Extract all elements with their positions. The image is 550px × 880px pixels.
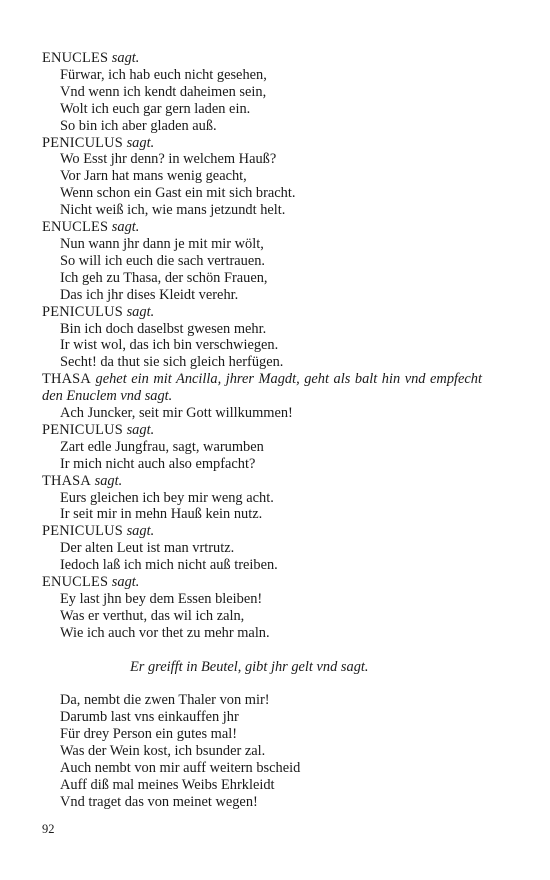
verse-line: Was der Wein kost, ich bsunder zal. <box>60 743 266 760</box>
centered-stage-direction: Er greifft in Beutel, gibt jhr gelt vnd sagt. <box>130 658 369 675</box>
page-number: 92 <box>42 822 55 836</box>
speaker-line <box>42 219 482 236</box>
verse-line: Ey last jhn bey dem Essen bleiben! <box>60 591 263 607</box>
verse-line: Iedoch laß ich mich nicht auß treiben. <box>60 557 278 574</box>
verse-line: Eurs gleichen ich bey mir weng acht. <box>60 489 274 506</box>
verse-line: Da, nembt die zwen Thaler von mir! <box>60 692 270 709</box>
verse-line: So bin ich aber gladen auß. <box>60 117 217 134</box>
speaker-name: PENICULUS <box>42 421 123 438</box>
verse-line: Zart edle Jungfrau, sagt, warumben <box>60 438 264 455</box>
verse-line: Bin ich doch daselbst gwesen mehr. <box>60 320 267 337</box>
speaker-line <box>42 523 482 540</box>
speaker-name: ENUCLES <box>42 50 109 66</box>
verse-line: Nun wann jhr dann je mit mir wölt, <box>60 235 264 252</box>
stage-direction: sagt. <box>111 219 140 236</box>
verse-line: Vnd traget das von meinet wegen! <box>60 793 258 810</box>
speaker-name: ENUCLES <box>42 219 109 236</box>
stage-direction: sagt. <box>111 574 140 591</box>
verse-line: Vnd wenn ich kendt daheimen sein, <box>60 83 267 100</box>
stage-direction: sagt. <box>111 50 140 66</box>
speaker-line <box>42 574 482 591</box>
speaker-line <box>42 371 482 405</box>
spacer <box>42 642 482 659</box>
verse-line: Fürwar, ich hab euch nicht gesehen, <box>60 66 267 83</box>
speaker-name: PENICULUS <box>42 523 123 540</box>
speaker-name: ENUCLES <box>42 574 109 591</box>
verse-line: Wenn schon ein Gast ein mit sich bracht. <box>60 185 296 202</box>
stage-direction: gehet ein mit Ancilla, jhrer Magdt, geht als balt hin vnd empfecht den Enuclem vnd sagt. <box>42 371 482 405</box>
speaker-line <box>42 304 482 321</box>
verse-line: Secht! da thut sie sich gleich herfügen. <box>60 354 284 371</box>
verse-line: Vor Jarn hat mans wenig geacht, <box>60 168 247 185</box>
verse-line: Was er verthut, das wil ich zaln, <box>60 607 245 624</box>
verse-line: Ich geh zu Thasa, der schön Frauen, <box>60 269 268 286</box>
verse-line: Darumb last vns einkauffen jhr <box>60 709 239 726</box>
speaker-name: PENICULUS <box>42 134 123 151</box>
verse-line: Wie ich auch vor thet zu mehr maln. <box>60 624 270 641</box>
verse-line: Ir wist wol, das ich bin verschwiegen. <box>60 337 279 354</box>
stage-direction: sagt. <box>94 472 123 489</box>
verse-line: Ir seit mir in mehn Hauß kein nutz. <box>60 506 263 523</box>
verse-line: Der alten Leut ist man vrtrutz. <box>60 540 235 557</box>
speaker-line <box>42 50 482 67</box>
speaker-name: THASA <box>42 371 91 388</box>
speaker-line <box>42 473 482 490</box>
verse-line: Für drey Person ein gutes mal! <box>60 726 238 743</box>
verse-line: Auch nembt von mir auff weitern bscheid <box>60 760 301 777</box>
verse-line: So will ich euch die sach vertrauen. <box>60 252 265 269</box>
speaker-name: PENICULUS <box>42 303 123 320</box>
speaker-line <box>42 422 482 439</box>
stage-direction: sagt. <box>126 134 155 151</box>
spacer <box>42 676 482 693</box>
verse-line: Wo Esst jhr denn? in welchem Hauß? <box>60 151 277 168</box>
speaker-name: THASA <box>42 472 91 489</box>
verse-line: Ach Juncker, seit mir Gott willkummen! <box>60 405 293 422</box>
verse-line: Ir mich nicht auch also empfacht? <box>60 455 256 472</box>
speaker-line <box>42 135 482 152</box>
verse-line: Nicht weiß ich, wie mans jetzundt helt. <box>60 202 286 219</box>
verse-line: Das ich jhr dises Kleidt verehr. <box>60 286 239 303</box>
verse-line: Wolt ich euch gar gern laden ein. <box>60 100 251 117</box>
document-page <box>42 50 482 811</box>
stage-direction: sagt. <box>126 523 155 540</box>
stage-direction: sagt. <box>126 421 155 438</box>
stage-direction: sagt. <box>126 303 155 320</box>
verse-line: Auff diß mal meines Weibs Ehrkleidt <box>60 776 275 793</box>
